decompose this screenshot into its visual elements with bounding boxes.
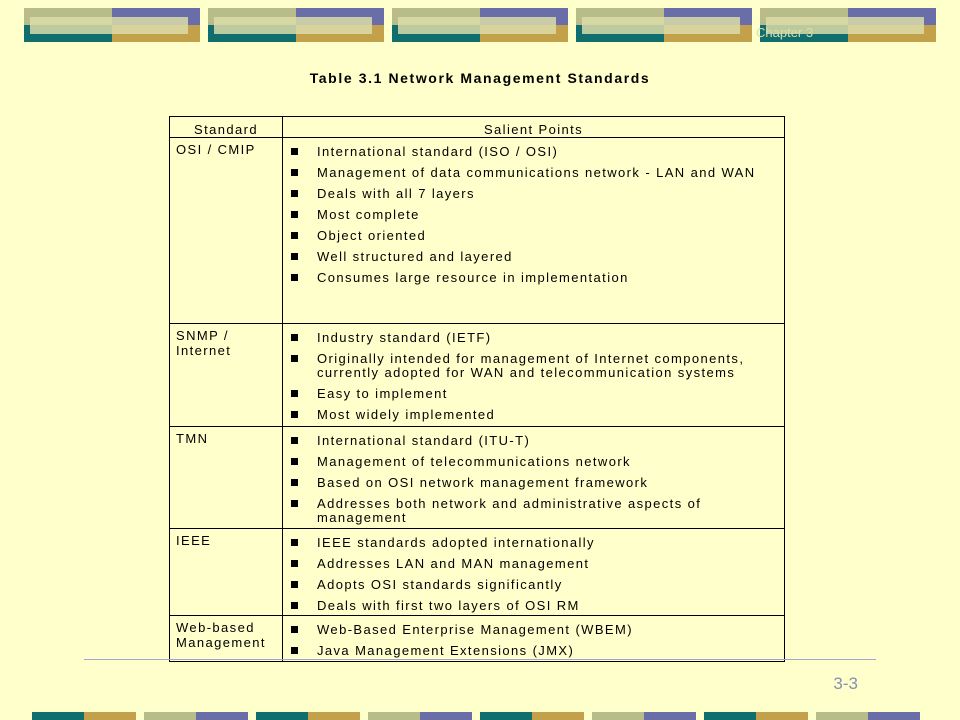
banner-block <box>208 8 384 42</box>
square-bullet-icon <box>291 479 298 486</box>
banner-block <box>368 712 472 720</box>
banner-block <box>392 8 568 42</box>
square-bullet-icon <box>291 539 298 546</box>
square-bullet-icon <box>291 411 298 418</box>
standard-cell: IEEE <box>170 529 283 616</box>
list-item: Adopts OSI standards significantly <box>289 573 778 594</box>
square-bullet-icon <box>291 253 298 260</box>
standard-cell: SNMP / Internet <box>170 324 283 427</box>
square-bullet-icon <box>291 581 298 588</box>
list-item: Most complete <box>289 203 778 224</box>
square-bullet-icon <box>291 626 298 633</box>
table-row <box>170 427 785 529</box>
salient-points-cell <box>283 616 785 662</box>
standard-cell: Web-based Management <box>170 616 283 662</box>
list-item: Easy to implement <box>289 382 778 403</box>
square-bullet-icon <box>291 169 298 176</box>
table-row <box>170 529 785 616</box>
table-row <box>170 324 785 427</box>
square-bullet-icon <box>291 437 298 444</box>
list-item: IEEE standards adopted internationally <box>289 531 778 552</box>
list-item: Object oriented <box>289 224 778 245</box>
square-bullet-icon <box>291 500 298 507</box>
column-header-salient-points: Salient Points <box>283 117 785 138</box>
square-bullet-icon <box>291 232 298 239</box>
banner-block <box>816 712 920 720</box>
banner-block <box>480 712 584 720</box>
square-bullet-icon <box>291 190 298 197</box>
banner-block <box>32 712 136 720</box>
square-bullet-icon <box>291 148 298 155</box>
square-bullet-icon <box>291 334 298 341</box>
square-bullet-icon <box>291 274 298 281</box>
list-item: Web-Based Enterprise Management (WBEM) <box>289 618 778 639</box>
banner-block <box>256 712 360 720</box>
list-item: Industry standard (IETF) <box>289 326 778 347</box>
list-item: Based on OSI network management framework <box>289 471 778 492</box>
list-item: Originally intended for management of Internet components, currently adopted for WAN and telecommunication systems <box>289 347 778 382</box>
list-item: Well structured and layered <box>289 245 778 266</box>
square-bullet-icon <box>291 647 298 654</box>
list-item: Management of data communications network - LAN and WAN <box>289 161 778 182</box>
list-item: Management of telecommunications network <box>289 450 778 471</box>
square-bullet-icon <box>291 560 298 567</box>
table-row <box>170 616 785 662</box>
table-row <box>170 138 785 324</box>
banner-block <box>592 712 696 720</box>
square-bullet-icon <box>291 602 298 609</box>
list-item: Consumes large resource in implementation <box>289 266 778 287</box>
banner-block <box>576 8 752 42</box>
banner-block <box>144 712 248 720</box>
salient-points-cell <box>283 529 785 616</box>
standards-table <box>169 116 785 662</box>
list-item: Deals with first two layers of OSI RM <box>289 594 778 615</box>
square-bullet-icon <box>291 211 298 218</box>
square-bullet-icon <box>291 458 298 465</box>
standard-cell: OSI / CMIP <box>170 138 283 324</box>
footer-divider <box>84 659 876 660</box>
banner-block <box>24 8 200 42</box>
list-item: Addresses LAN and MAN management <box>289 552 778 573</box>
salient-points-cell <box>283 138 785 324</box>
column-header-standard: Standard <box>170 117 283 138</box>
salient-points-cell <box>283 427 785 529</box>
salient-points-cell <box>283 324 785 427</box>
list-item: Most widely implemented <box>289 403 778 424</box>
standard-cell: TMN <box>170 427 283 529</box>
square-bullet-icon <box>291 355 298 362</box>
page-number: 3-3 <box>833 674 858 693</box>
list-item: Deals with all 7 layers <box>289 182 778 203</box>
bottom-banner <box>32 712 928 720</box>
list-item: International standard (ITU-T) <box>289 429 778 450</box>
list-item: Addresses both network and administrative aspects of management <box>289 492 778 527</box>
banner-block <box>704 712 808 720</box>
list-item: International standard (ISO / OSI) <box>289 140 778 161</box>
square-bullet-icon <box>291 390 298 397</box>
list-item: Java Management Extensions (JMX) <box>289 639 778 660</box>
table-header-row <box>170 117 785 138</box>
table-title: Table 3.1 Network Management Standards <box>309 70 651 86</box>
chapter-label: Chapter 3 <box>756 25 814 40</box>
